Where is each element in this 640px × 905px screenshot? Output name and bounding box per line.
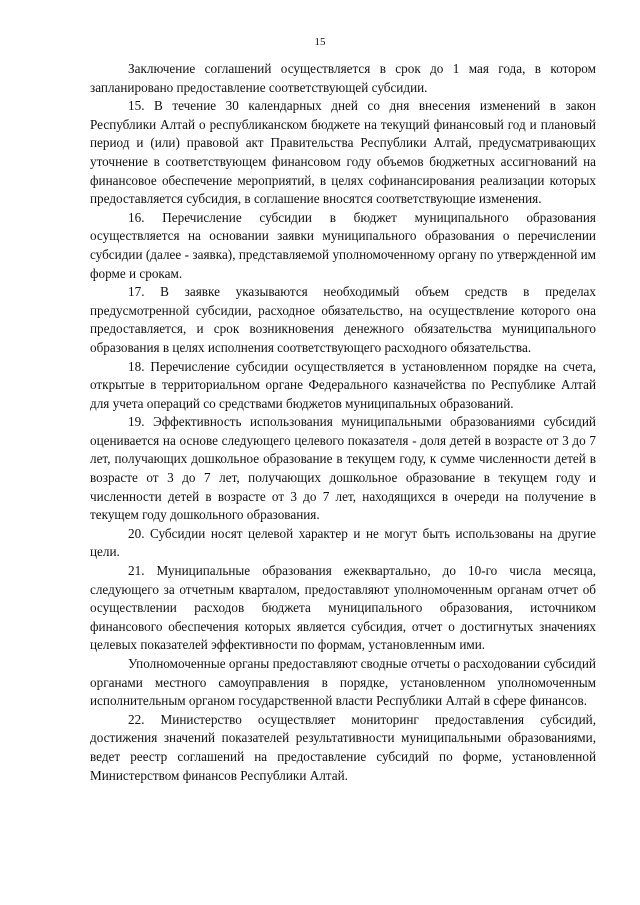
paragraph-consolidated-reports: Уполномоченные органы предоставляют сводные отчеты о расходовании субсидий органами местного самоуправления в порядке, установленном уполномоченным исполнительным органом государственной власти Республики Алтай в сфере финансов.: [90, 656, 596, 709]
paragraph-16: 16. Перечисление субсидии в бюджет муниципального образования осуществляется на основании заявки муниципального образования о перечислении субсидии (далее - заявка), представляемой уполномоченному органу по утвержденной им форме и срокам.: [90, 209, 596, 281]
paragraph-agreement-deadline: Заключение соглашений осуществляется в срок до 1 мая года, в котором запланировано предоставление соответствующей субсидии.: [90, 61, 596, 95]
paragraph-22: 22. Министерство осуществляет мониторинг предоставления субсидий, достижения значений показателей результативности муниципальными образованиями, ведет реестр соглашений на предоставление субсидий по форме, установленной Министерством финансов Республики Алтай.: [90, 711, 596, 783]
paragraph-19: 19. Эффективность использования муниципальными образованиями субсидий оценивается на основе следующего целевого показателя - доля детей в возрасте от 3 до 7 лет, получающих дошкольное образование в текущем году, к сумме численности детей в возрасте от 3 до 7 лет, получающих дошкольное образование в текущем году и численности детей в возрасте от 3 до 7 лет, находящихся в очереди на получение в текущем году дошкольного образования.: [90, 414, 596, 523]
paragraph-15: 15. В течение 30 календарных дней со дня внесения изменений в закон Республики Алтай о республиканском бюджете на текущий финансовый год и плановый период и (или) правовой акт Правительства Республики Алтай, предусматривающих уточнение в соответствующем финансовом году объемов бюджетных ассигнований на финансовое обеспечение мероприятий, в целях софинансирования реализации которых предоставляется субсидия, в соглашение вносятся соответствующие изменения.: [90, 98, 596, 207]
document-body: [90, 60, 596, 785]
paragraph-21: 21. Муниципальные образования ежеквартально, до 10-го числа месяца, следующего за отчетным кварталом, предоставляют уполномоченным органам отчет об осуществлении расходов бюджета муниципального образования, источником финансового обеспечения которых является субсидия, отчет о достигнутых значениях целевых показателей эффективности по формам, установленным ими.: [90, 563, 596, 653]
paragraph-20: 20. Субсидии носят целевой характер и не могут быть использованы на другие цели.: [90, 525, 596, 560]
paragraph-18: 18. Перечисление субсидии осуществляется в установленном порядке на счета, открытые в территориальном органе Федерального казначейства по Республике Алтай для учета операций со средствами бюджетов муниципальных образований.: [90, 358, 596, 411]
paragraph-17: 17. В заявке указываются необходимый объем средств в пределах предусмотренной субсидии, расходное обязательство, на осуществление которого она предоставляется, и срок возникновения денежного обязательства муниципального образования в целях исполнения соответствующего расходного обязательства.: [90, 284, 596, 355]
page-number: 15: [314, 36, 326, 48]
